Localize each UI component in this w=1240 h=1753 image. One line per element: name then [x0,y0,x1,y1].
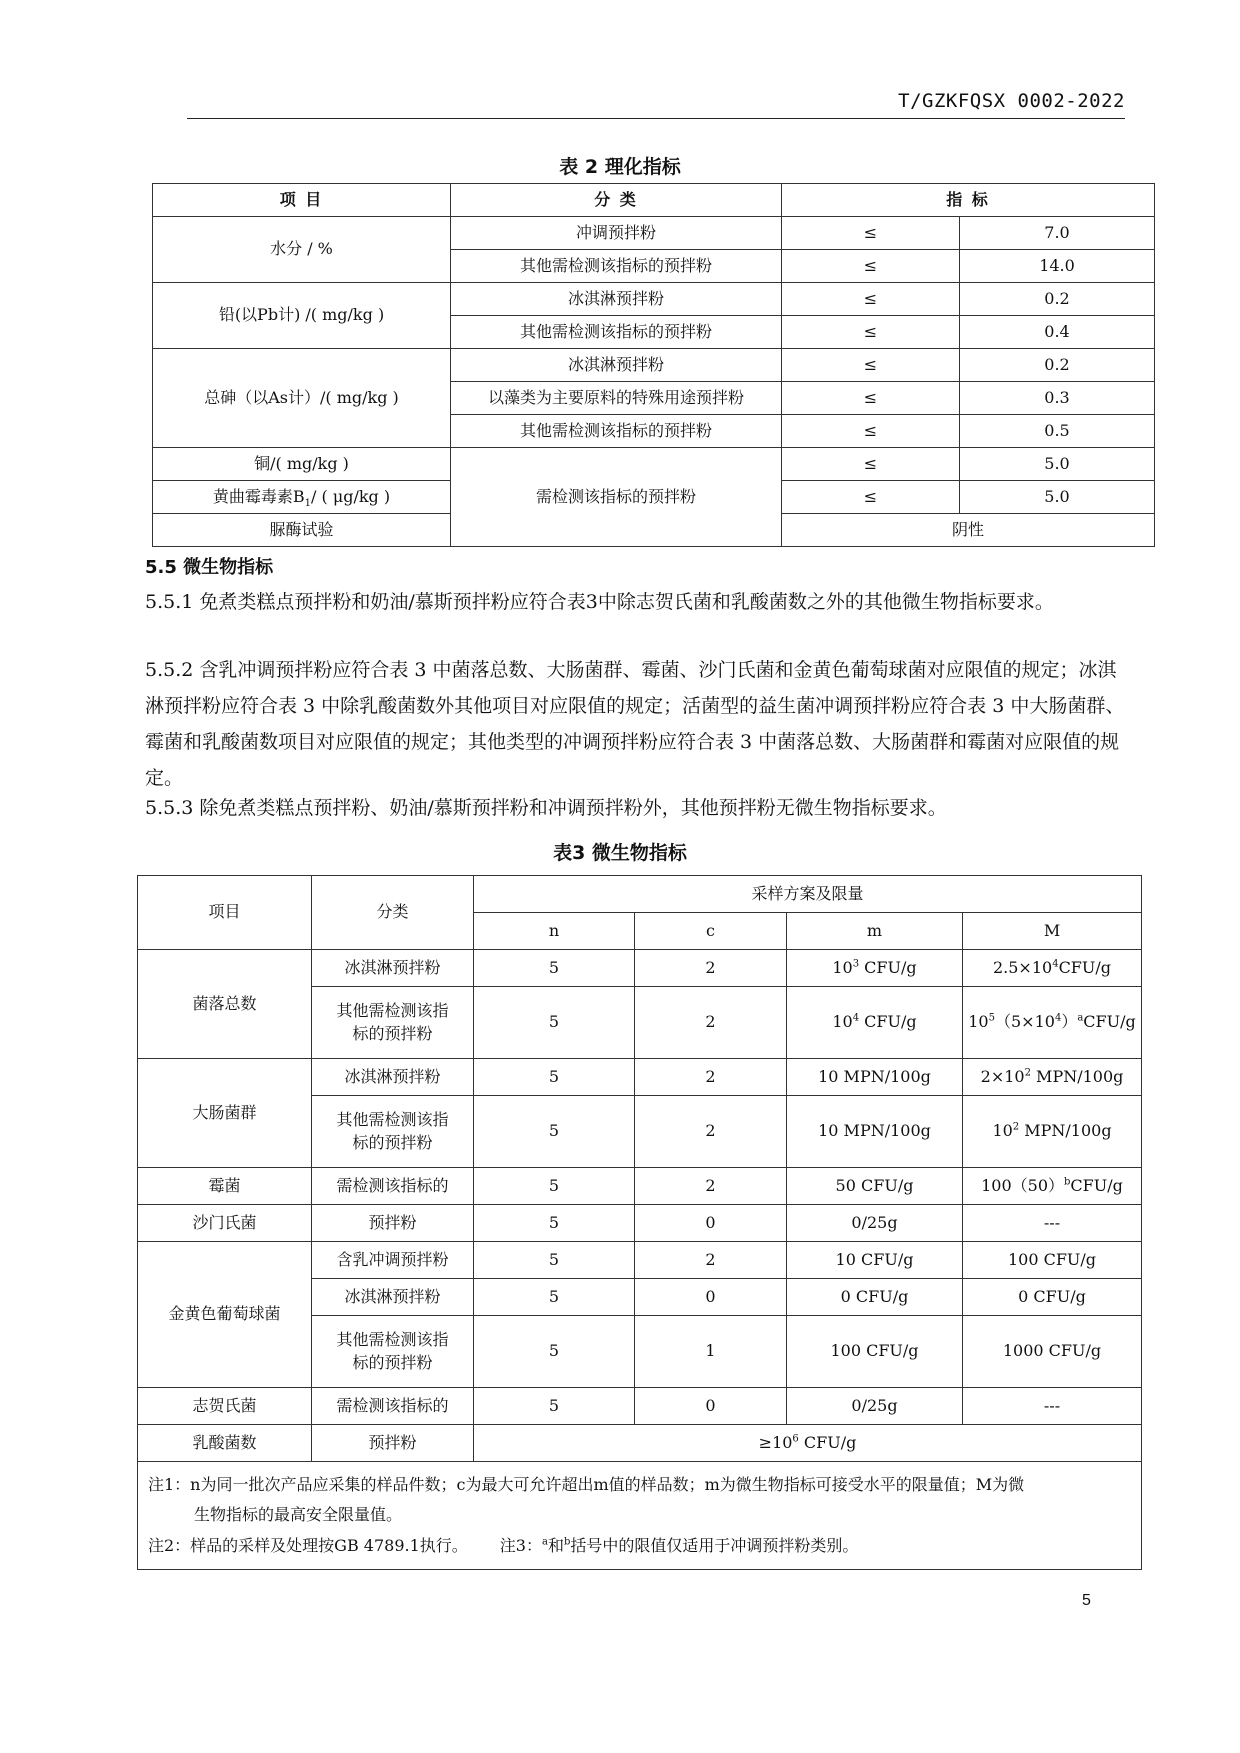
value-cell: 0.3 [960,382,1155,415]
table-row [138,1388,1142,1425]
item-moisture: 水分 / % [153,217,451,283]
table-row [138,1205,1142,1242]
header-item: 项目 [138,876,312,950]
n-cell: 5 [474,1096,635,1168]
item-arsenic: 总砷（以As计）/( mg/kg ) [153,349,451,448]
c-cell: 0 [635,1279,787,1316]
shared-category: 需检测该指标的预拌粉 [451,448,782,547]
table2-caption: 表 2 理化指标 [559,156,681,178]
category-cell: 冲调预拌粉 [451,217,782,250]
header-item: 项 目 [153,184,451,217]
table-row [138,1168,1142,1205]
c-cell: 1 [635,1316,787,1388]
item-mold: 霉菌 [138,1168,312,1205]
category-cell: 冰淇淋预拌粉 [312,950,474,987]
M-cell: --- [963,1205,1142,1242]
header-category: 分类 [312,876,474,950]
category-cell: 需检测该指标的 [312,1168,474,1205]
note-2: 注2：样品的采样及处理按GB 4789.1执行。 [148,1535,468,1555]
item-lactic-acid-bacteria: 乳酸菌数 [138,1425,312,1462]
category-cell: 其他需检测该指标的预拌粉 [451,316,782,349]
item-staphylococcus: 金黄色葡萄球菌 [138,1242,312,1388]
table3-header-row [138,876,1142,913]
n-cell: 5 [474,1242,635,1279]
category-cell: 冰淇淋预拌粉 [451,283,782,316]
table-row [138,1059,1142,1096]
le-symbol: ≤ [782,481,960,514]
header-indicator: 指 标 [782,184,1155,217]
M-cell: $2\times 10^2$ MPN/100g [963,1059,1142,1096]
lactic-limit-cell: $\ge 10^6$ CFU/g [474,1425,1142,1462]
header-rule [187,118,1125,119]
n-cell: 5 [474,1316,635,1388]
M-cell: 1000 CFU/g [963,1316,1142,1388]
table3-microbiological [137,875,1142,1570]
document-code: T/GZKFQSX 0002-2022 [898,90,1125,112]
table3-caption: 表3 微生物指标 [553,842,687,864]
c-cell: 2 [635,1168,787,1205]
value-cell: 5.0 [960,448,1155,481]
table-row [153,349,1155,382]
value-cell: 0.2 [960,283,1155,316]
M-cell: --- [963,1388,1142,1425]
note-2-3-line [148,1531,1131,1561]
value-cell: 0.2 [960,349,1155,382]
category-cell: 以藻类为主要原料的特殊用途预拌粉 [451,382,782,415]
m-cell: 10 CFU/g [787,1242,963,1279]
item-salmonella: 沙门氏菌 [138,1205,312,1242]
category-cell: 含乳冲调预拌粉 [312,1242,474,1279]
m-cell: 0/25g [787,1205,963,1242]
category-cell: 需检测该指标的 [312,1388,474,1425]
category-cell: 预拌粉 [312,1425,474,1462]
value-cell: 0.4 [960,316,1155,349]
category-cell: 其他需检测该指 标的预拌粉 [312,987,474,1059]
M-cell: $10^2$ MPN/100g [963,1096,1142,1168]
le-symbol: ≤ [782,283,960,316]
paragraph-5-5-1: 5.5.1 免煮类糕点预拌粉和奶油/慕斯预拌粉应符合表3中除志贺氏菌和乳酸菌数之外的其他微生物指标要求。 [145,591,1054,613]
c-cell: 2 [635,1096,787,1168]
header-M: M [963,913,1142,950]
M-cell: $10^5(5\times 10^4)^aCFU/g$ [963,987,1142,1059]
m-cell: 0 CFU/g [787,1279,963,1316]
table-notes-row [138,1462,1142,1570]
c-cell: 2 [635,1242,787,1279]
value-cell: 14.0 [960,250,1155,283]
c-cell: 2 [635,987,787,1059]
M-cell: 100 CFU/g [963,1242,1142,1279]
note-3: 注3：$^a$和$^b$括号中的限值仅适用于冲调预拌粉类别。 [499,1535,859,1555]
paragraph-5-5-2: 5.5.2 含乳冲调预拌粉应符合表 3 中菌落总数、大肠菌群、霉菌、沙门氏菌和金黄色葡萄球菌对应限值的规定；冰淇淋预拌粉应符合表 3 中除乳酸菌数外其他项目对应限值的规定；活菌型的益生菌冲调预拌粉应符合表 3 中大肠菌群、霉菌和乳酸菌数项目对应限值的规定；其他类型的冲调预拌粉应符合表 3 中菌落总数、大肠菌群和霉菌对应限值的规定。 [145,659,1125,789]
table-row [138,1425,1142,1462]
m-cell: 10 MPN/100g [787,1059,963,1096]
item-lead: 铅(以Pb计) /( mg/kg ) [153,283,451,349]
table-row [138,1242,1142,1279]
header-sampling-plan: 采样方案及限量 [474,876,1142,913]
item-coliforms: 大肠菌群 [138,1059,312,1168]
m-cell: 10 MPN/100g [787,1096,963,1168]
value-cell: 阴性 [782,514,1155,547]
item-aerobic-plate-count: 菌落总数 [138,950,312,1059]
table-row [153,448,1155,481]
note-1-line-2: 生物指标的最高安全限量值。 [194,1505,403,1525]
le-symbol: ≤ [782,415,960,448]
item-aflatoxin: 黄曲霉毒素$B_1/$ ( μg/kg ) [153,481,451,514]
category-cell: 其他需检测该指 标的预拌粉 [312,1096,474,1168]
note-1-line-1: 注1：n为同一批次产品应采集的样品件数；c为最大可允许超出m值的样品数；m为微生物指标可接受水平的限量值；M为微 [148,1475,1025,1494]
n-cell: 5 [474,1388,635,1425]
category-cell: 其他需检测该指标的预拌粉 [451,250,782,283]
le-symbol: ≤ [782,448,960,481]
table2-physicochemical [152,183,1155,547]
n-cell: 5 [474,1205,635,1242]
category-cell: 其他需检测该指标的预拌粉 [451,415,782,448]
le-symbol: ≤ [782,382,960,415]
M-cell: $2.5\times 10^4CFU/g$ [963,950,1142,987]
item-urease: 脲酶试验 [153,514,451,547]
n-cell: 5 [474,1059,635,1096]
n-cell: 5 [474,987,635,1059]
item-copper: 铜/( mg/kg ) [153,448,451,481]
c-cell: 0 [635,1388,787,1425]
m-cell: 100 CFU/g [787,1316,963,1388]
le-symbol: ≤ [782,217,960,250]
page-number: 5 [1082,1592,1091,1609]
header-n: n [474,913,635,950]
n-cell: 5 [474,1279,635,1316]
m-cell: 50 CFU/g [787,1168,963,1205]
item-shigella: 志贺氏菌 [138,1388,312,1425]
value-cell: 5.0 [960,481,1155,514]
value-cell: 7.0 [960,217,1155,250]
category-cell: 其他需检测该指 标的预拌粉 [312,1316,474,1388]
m-cell: 0/25g [787,1388,963,1425]
le-symbol: ≤ [782,250,960,283]
category-cell: 冰淇淋预拌粉 [451,349,782,382]
table-notes [138,1462,1142,1570]
M-cell: $100(50)^bCFU/g$ [963,1168,1142,1205]
table2-header-row [153,184,1155,217]
n-cell: 5 [474,950,635,987]
category-cell: 冰淇淋预拌粉 [312,1279,474,1316]
le-symbol: ≤ [782,349,960,382]
m-cell: $10^3$ CFU/g [787,950,963,987]
category-cell: 冰淇淋预拌粉 [312,1059,474,1096]
header-category: 分 类 [451,184,782,217]
n-cell: 5 [474,1168,635,1205]
value-cell: 0.5 [960,415,1155,448]
m-cell: $10^4$ CFU/g [787,987,963,1059]
header-m: m [787,913,963,950]
header-c: c [635,913,787,950]
c-cell: 2 [635,1059,787,1096]
table-row [153,283,1155,316]
table-row [153,217,1155,250]
le-symbol: ≤ [782,316,960,349]
c-cell: 2 [635,950,787,987]
M-cell: 0 CFU/g [963,1279,1142,1316]
paragraph-5-5-3: 5.5.3 除免煮类糕点预拌粉、奶油/慕斯预拌粉和冲调预拌粉外，其他预拌粉无微生物指标要求。 [145,797,947,819]
c-cell: 0 [635,1205,787,1242]
section-title: 5.5 微生物指标 [145,557,274,578]
category-cell: 预拌粉 [312,1205,474,1242]
table-row [138,950,1142,987]
